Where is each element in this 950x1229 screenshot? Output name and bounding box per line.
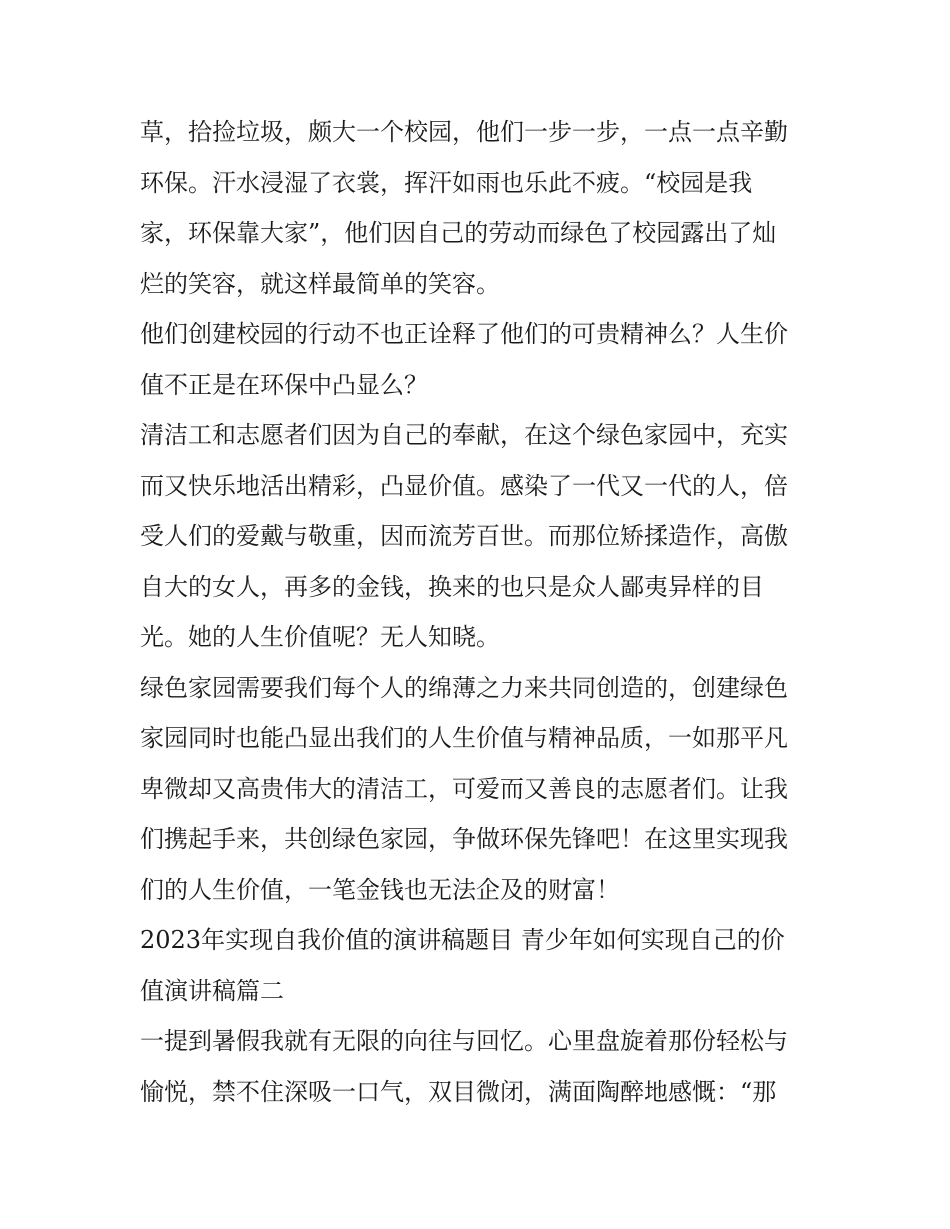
text-line: 值不正是在环保中凸显么？	[140, 370, 428, 399]
text-line: 自大的女人，再多的金钱，换来的也只是众人鄙夷异样的目	[140, 572, 764, 601]
text-line: 家，环保靠大家”，他们因自己的劳动而绿色了校园露出了灿	[140, 219, 777, 247]
text-line: 烂的笑容，就这样最简单的笑容。	[140, 269, 500, 298]
text-line: 愉悦，禁不住深吸一口气，双目微闭，满面陶醉地感慨：“那	[140, 1077, 777, 1106]
text-line: 草，拾捡垃圾，颇大一个校园，他们一步一步，一点一点辛勤	[140, 118, 788, 146]
section-heading-line: 值演讲稿篇二	[140, 976, 284, 1005]
document-body	[140, 107, 820, 1117]
text-line: 光。她的人生价值呢？无人知晓。	[140, 623, 500, 651]
text-line: 一提到暑假我就有无限的向往与回忆。心里盘旋着那份轻松与	[140, 1027, 788, 1055]
section-heading-line: 2023年实现自我价值的演讲稿题目 青少年如何实现自己的价	[140, 926, 785, 954]
text-line: 家园同时也能凸显出我们的人生价值与精神品质，一如那平凡	[140, 724, 788, 752]
text-line: 环保。汗水浸湿了衣裳，挥汗如雨也乐此不疲。“校园是我	[140, 168, 753, 197]
text-line: 受人们的爱戴与敬重，因而流芳百世。而那位矫揉造作，高傲	[140, 522, 788, 550]
text-line: 而又快乐地活出精彩，凸显价值。感染了一代又一代的人，倍	[140, 471, 788, 500]
text-line: 们携起手来，共创绿色家园，争做环保先锋吧！在这里实现我	[140, 825, 788, 853]
text-line: 们的人生价值，一笔金钱也无法企及的财富！	[140, 875, 620, 904]
text-line: 他们创建校园的行动不也正诠释了他们的可贵精神么？人生价	[140, 320, 788, 348]
text-line: 绿色家园需要我们每个人的绵薄之力来共同创造的，创建绿色	[140, 673, 788, 702]
text-line: 清洁工和志愿者们因为自己的奉献，在这个绿色家园中，充实	[140, 421, 788, 449]
text-line: 卑微却又高贵伟大的清洁工，可爱而又善良的志愿者们。让我	[140, 774, 788, 803]
